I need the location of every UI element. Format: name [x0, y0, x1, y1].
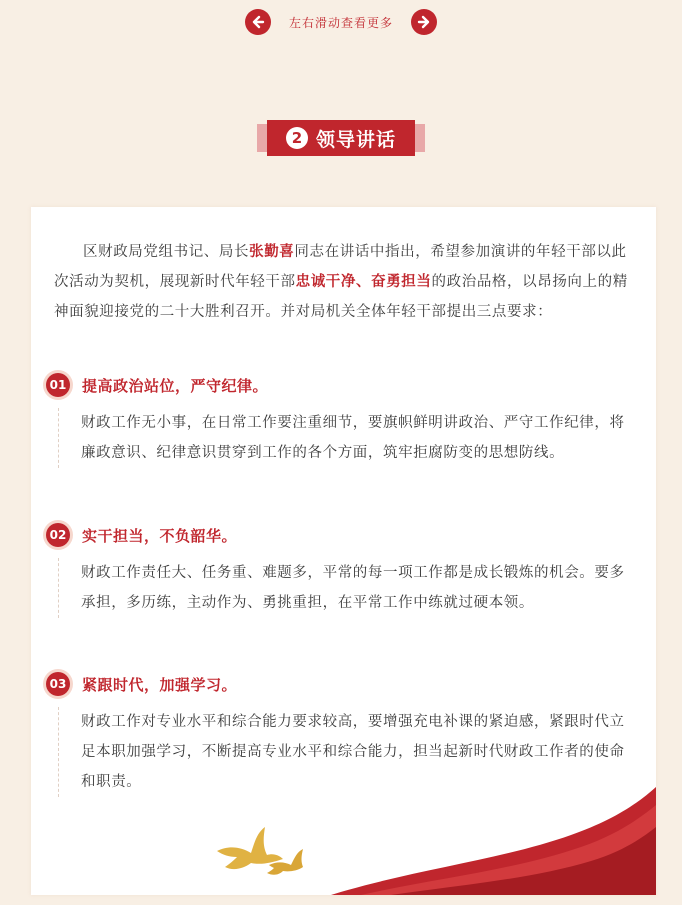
- requirement-body: 财政工作无小事，在日常工作要注重细节，要旗帜鲜明讲政治、严守工作纪律，将廉政意识、纪律意识贯穿到工作的各个方面，筑牢拒腐防变的思想防线。: [58, 408, 636, 468]
- requirement-number-badge: 02: [46, 523, 70, 547]
- arrow-right-icon: [417, 15, 431, 29]
- section-number: 2: [286, 127, 308, 149]
- requirement-header: [46, 520, 646, 550]
- arrow-left-icon: [251, 15, 265, 29]
- red-ribbon-decoration: [31, 775, 656, 895]
- doves-icon: [207, 825, 307, 880]
- requirement-title: 实干担当，不负韶华。: [82, 526, 238, 545]
- requirement-2: [46, 520, 646, 618]
- requirement-body: 财政工作对专业水平和综合能力要求较高，要增强充电补课的紧迫感，紧跟时代立足本职加强学习，不断提高专业水平和综合能力，担当起新时代财政工作者的使命和职责。: [58, 707, 636, 797]
- intro-text-2: 同志在讲话中指出，希望参加演讲的年轻干部以此次活动为契机，展现新时代年轻干部: [54, 244, 627, 290]
- prev-button[interactable]: [245, 9, 271, 35]
- requirement-title: 紧跟时代，加强学习。: [82, 675, 238, 694]
- requirement-body: 财政工作责任大、任务重、难题多，平常的每一项工作都是成长锻炼的机会。要多承担，多历练，主动作为、勇挑重担，在平常工作中练就过硬本领。: [58, 558, 636, 618]
- section-title: 领导讲话: [315, 128, 396, 151]
- banner-center: [267, 120, 415, 156]
- requirement-number-badge: 03: [46, 672, 70, 696]
- intro-highlight: 忠诚干净、奋勇担当: [295, 274, 432, 290]
- swipe-hint-text: 左右滑动查看更多: [288, 15, 393, 30]
- requirement-1: [46, 370, 646, 468]
- speaker-name: 张勤喜: [249, 244, 295, 260]
- requirement-header: [46, 370, 646, 400]
- speech-card: [31, 207, 656, 895]
- section-title-wrap: [0, 120, 682, 156]
- next-button[interactable]: [411, 9, 437, 35]
- requirement-number-badge: 01: [46, 373, 70, 397]
- intro-text-3: 的政治品格，以昂扬向上的精神面貌迎接党的二十大胜利召开。并对局机关全体年轻干部提出三点要求：: [54, 274, 628, 320]
- section-title-banner: [257, 120, 425, 156]
- swipe-hint: [0, 8, 682, 36]
- intro-text-1: 区财政局党组书记、局长: [83, 244, 250, 260]
- intro-paragraph: [54, 237, 634, 327]
- requirement-title: 提高政治站位，严守纪律。: [82, 376, 269, 395]
- requirement-header: [46, 669, 646, 699]
